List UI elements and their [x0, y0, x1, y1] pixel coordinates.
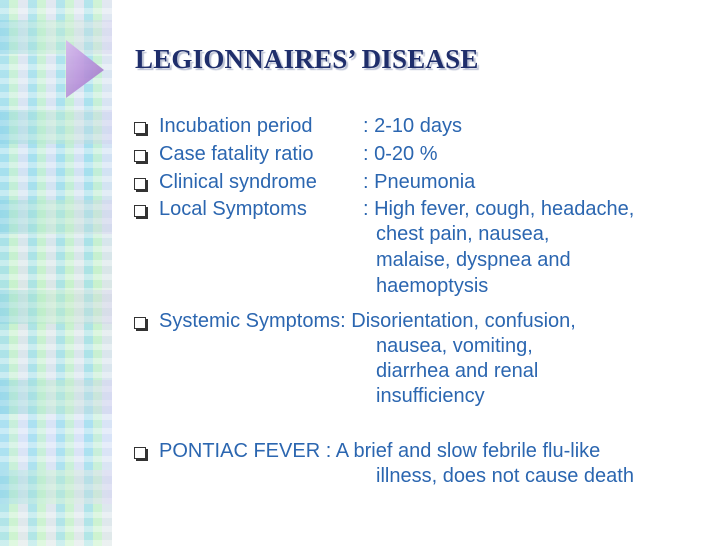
bullet-icon: [134, 447, 146, 459]
bullet-icon: [134, 122, 146, 134]
decorative-side-band: [0, 0, 112, 546]
item-label: Systemic Symptoms: Disorientation, confusion,: [159, 310, 576, 332]
item-label: Incubation period: [159, 115, 313, 137]
triangle-icon: [0, 0, 112, 120]
item-value: : High fever, cough, headache,: [363, 198, 635, 220]
item-value: : 2-10 days: [363, 115, 462, 137]
item-label: Local Symptoms: [159, 198, 307, 220]
slide: LEGIONNAIRES’ DISEASE Incubation period : 2-10 days Case fatality ratio : 0-20 % Clinical syndrome : Pneumonia Local Symptoms : High fever, cough, headache, chest pain, nausea, malaise, dyspnea and haemoptysis Systemic Symptoms: Disorientation, confusion, nausea, vomiting, diarrhea and renal insufficiency PONTIAC FEVER : A brief and slow febrile flu-like illness, does not cause death: [0, 0, 728, 546]
bullet-icon: [134, 205, 146, 217]
page-title: LEGIONNAIRES’ DISEASE: [135, 44, 479, 74]
item-label: PONTIAC FEVER : A brief and slow febrile flu-like: [159, 440, 601, 462]
item-value: : 0-20 %: [363, 143, 438, 165]
item-label: Clinical syndrome: [159, 171, 317, 193]
bullet-icon: [134, 150, 146, 162]
item-value: : Pneumonia: [363, 171, 476, 193]
bullet-icon: [134, 317, 146, 329]
item-label: Case fatality ratio: [159, 143, 314, 165]
bullet-icon: [134, 178, 146, 190]
